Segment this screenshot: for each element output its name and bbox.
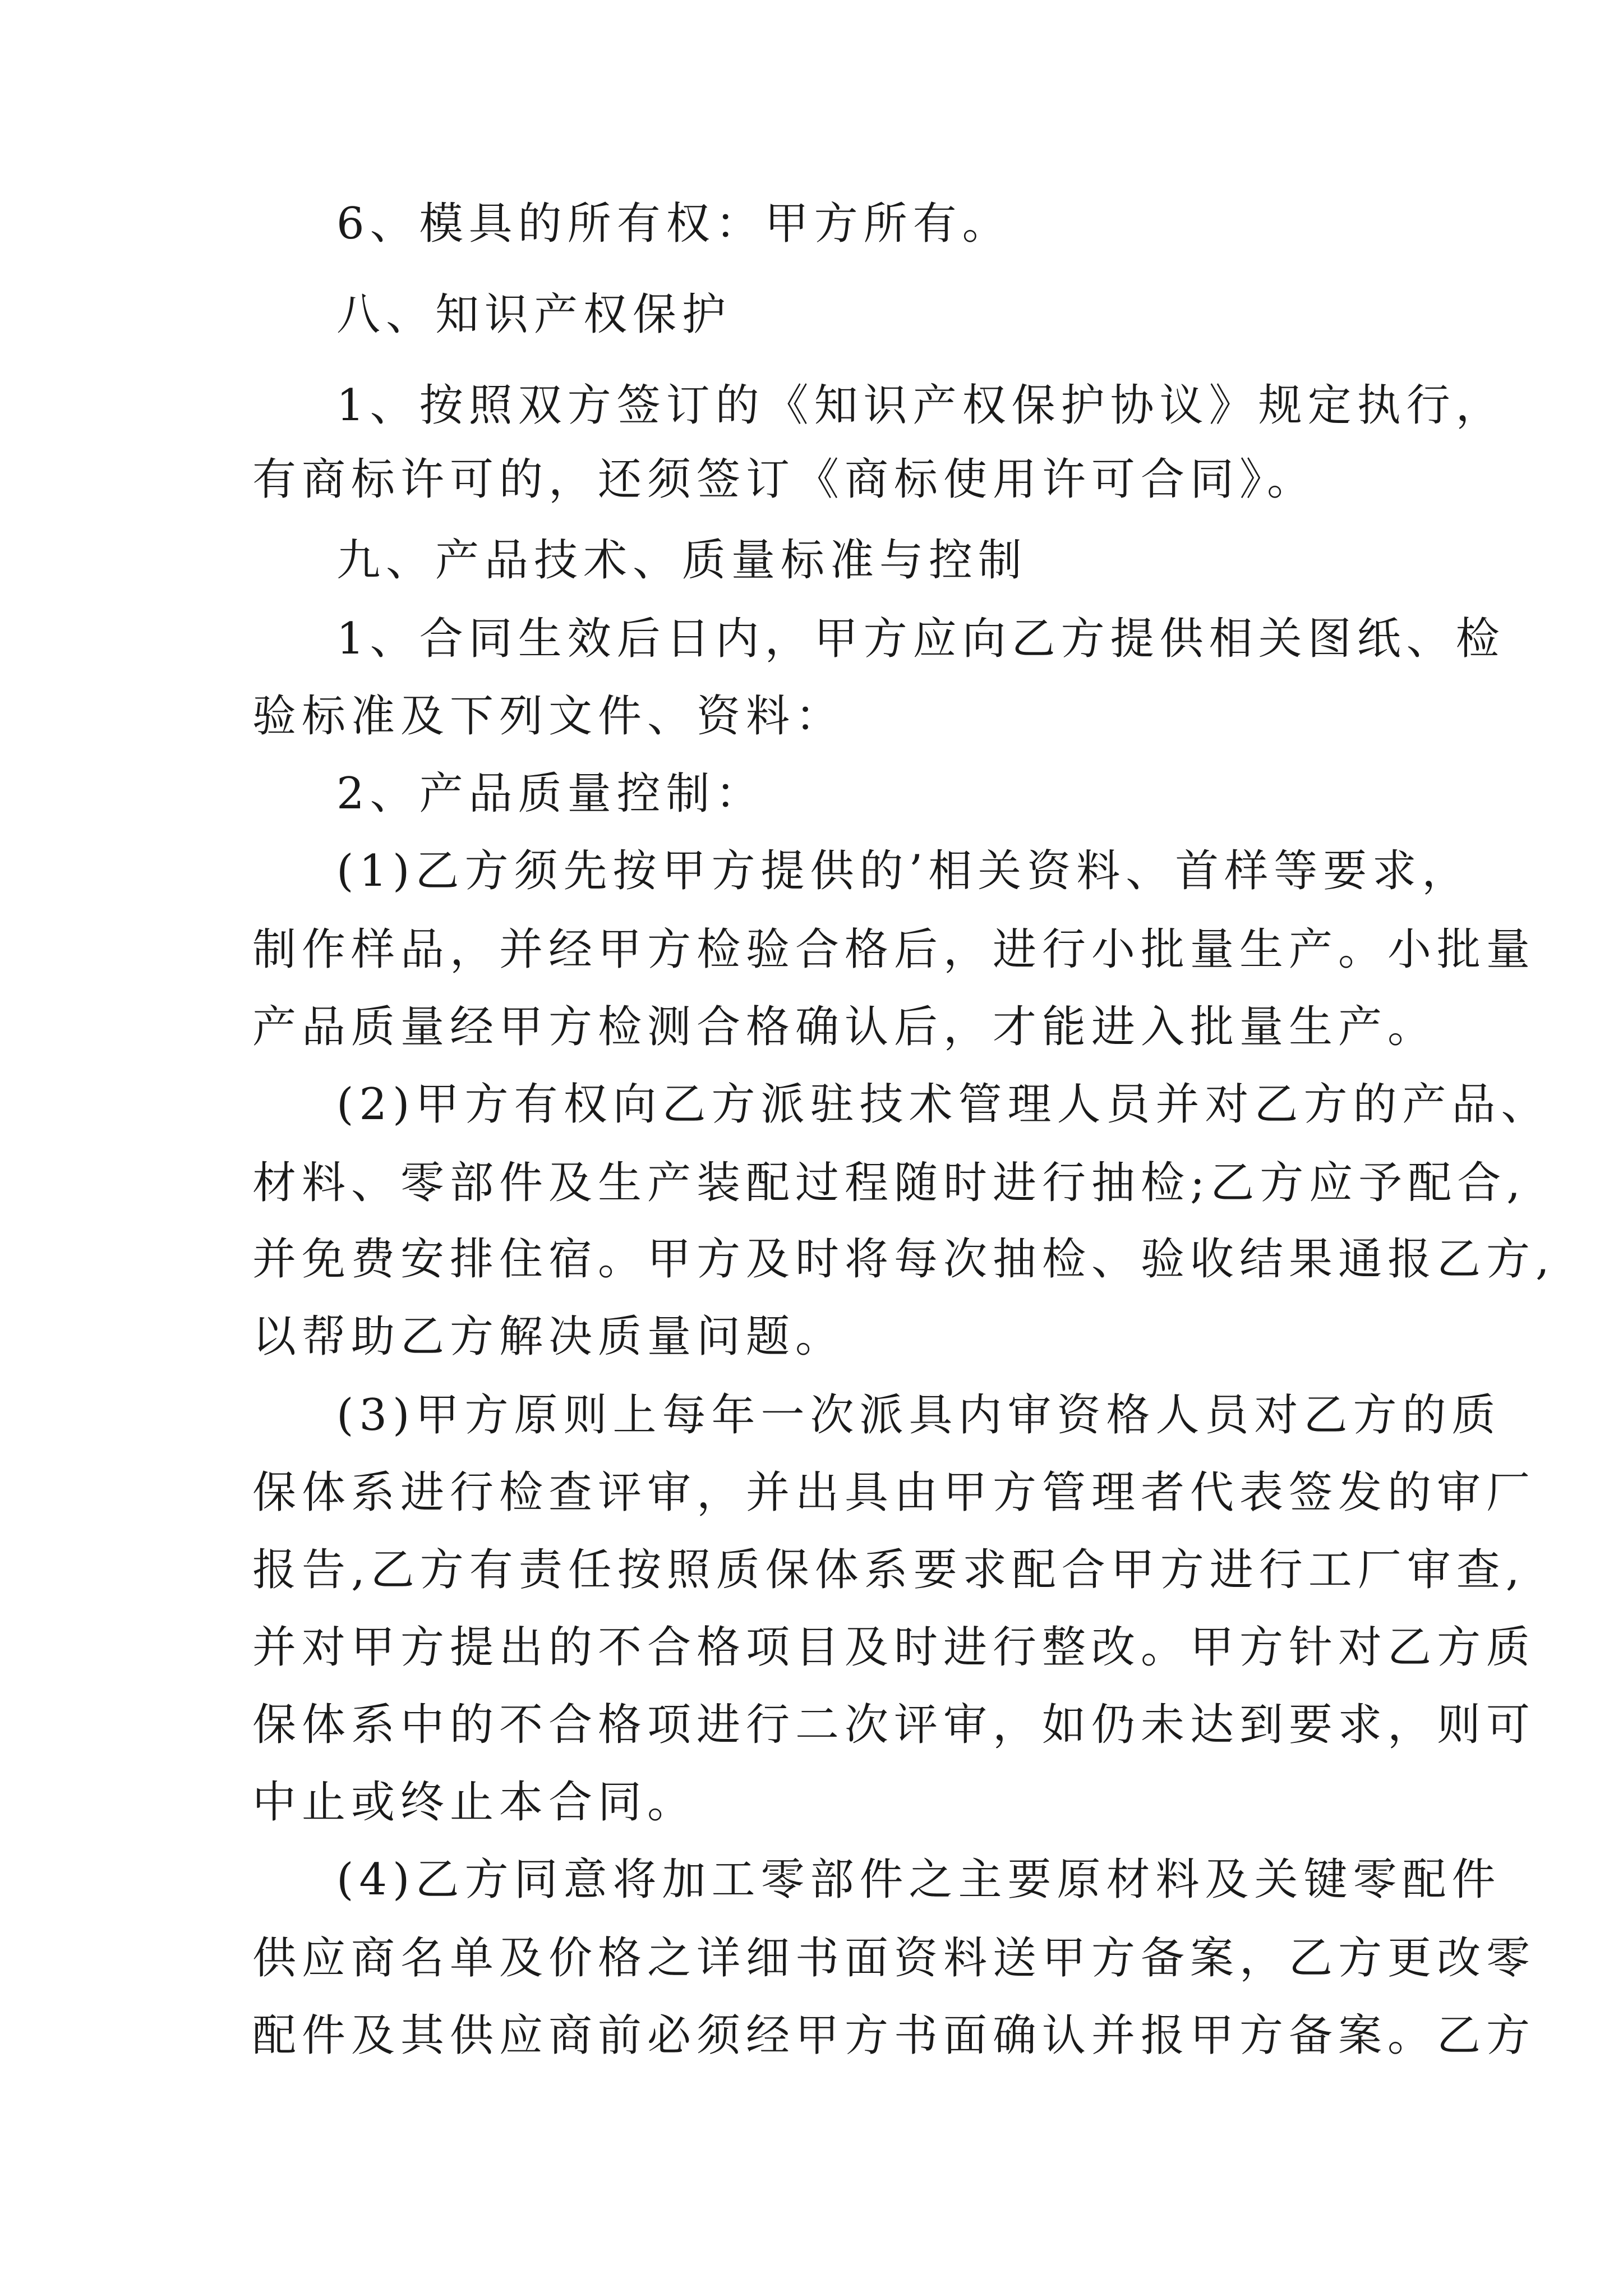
paragraph-line: 2、产品质量控制： [336, 769, 765, 819]
paragraph-line: 报告,乙方有责任按照质保体系要求配合甲方进行工厂审查, [252, 1545, 1525, 1595]
paragraph-line: (1)乙方须先按甲方提供的’相关资料、首样等要求， [336, 846, 1472, 896]
paragraph-line: 1、按照双方签订的《知识产权保护协议》规定执行， [336, 380, 1505, 431]
paragraph-line: 中止或终止本合同。 [252, 1777, 697, 1828]
paragraph-line: 配件及其供应商前必须经甲方书面确认并报甲方备案。乙方 [252, 2010, 1536, 2061]
paragraph-line: 验标准及下列文件、资料： [252, 691, 845, 742]
paragraph-line: 有商标许可的，还须签订《商标使用许可合同》。 [252, 454, 1317, 505]
paragraph-line: 以帮助乙方解决质量问题。 [252, 1312, 845, 1362]
paragraph-line: 并对甲方提出的不合格项目及时进行整改。甲方针对乙方质 [252, 1622, 1536, 1673]
paragraph-line: 保体系进行检查评审，并出具由甲方管理者代表签发的审厂 [252, 1467, 1536, 1518]
paragraph-line: 保体系中的不合格项进行二次评审，如仍未达到要求，则可 [252, 1700, 1536, 1750]
section-heading: 九、产品技术、质量标准与控制 [336, 535, 1028, 586]
paragraph-line: (4)乙方同意将加工零部件之主要原材料及关键零配件 [336, 1855, 1501, 1905]
paragraph-line: 产品质量经甲方检测合格确认后，才能进入批量生产。 [252, 1002, 1437, 1052]
paragraph-line: (3)甲方原则上每年一次派具内审资格人员对乙方的质 [336, 1390, 1501, 1441]
paragraph-line: 制作样品，并经甲方检验合格后，进行小批量生产。小批量 [252, 924, 1536, 975]
paragraph-line: (2)甲方有权向乙方派驻技术管理人员并对乙方的产品、 [336, 1079, 1551, 1130]
paragraph-line: 6、模具的所有权：甲方所有。 [336, 199, 1012, 249]
paragraph-line: 1、合同生效后日内，甲方应向乙方提供相关图纸、检 [336, 614, 1505, 664]
section-heading: 八、知识产权保护 [336, 289, 732, 340]
paragraph-line: 并免费安排住宿。甲方及时将每次抽检、验收结果通报乙方, [252, 1234, 1555, 1285]
paragraph-line: 材料、零部件及生产装配过程随时进行抽检;乙方应予配合, [252, 1158, 1527, 1208]
paragraph-line: 供应商名单及价格之详细书面资料送甲方备案，乙方更改零 [252, 1933, 1536, 1984]
